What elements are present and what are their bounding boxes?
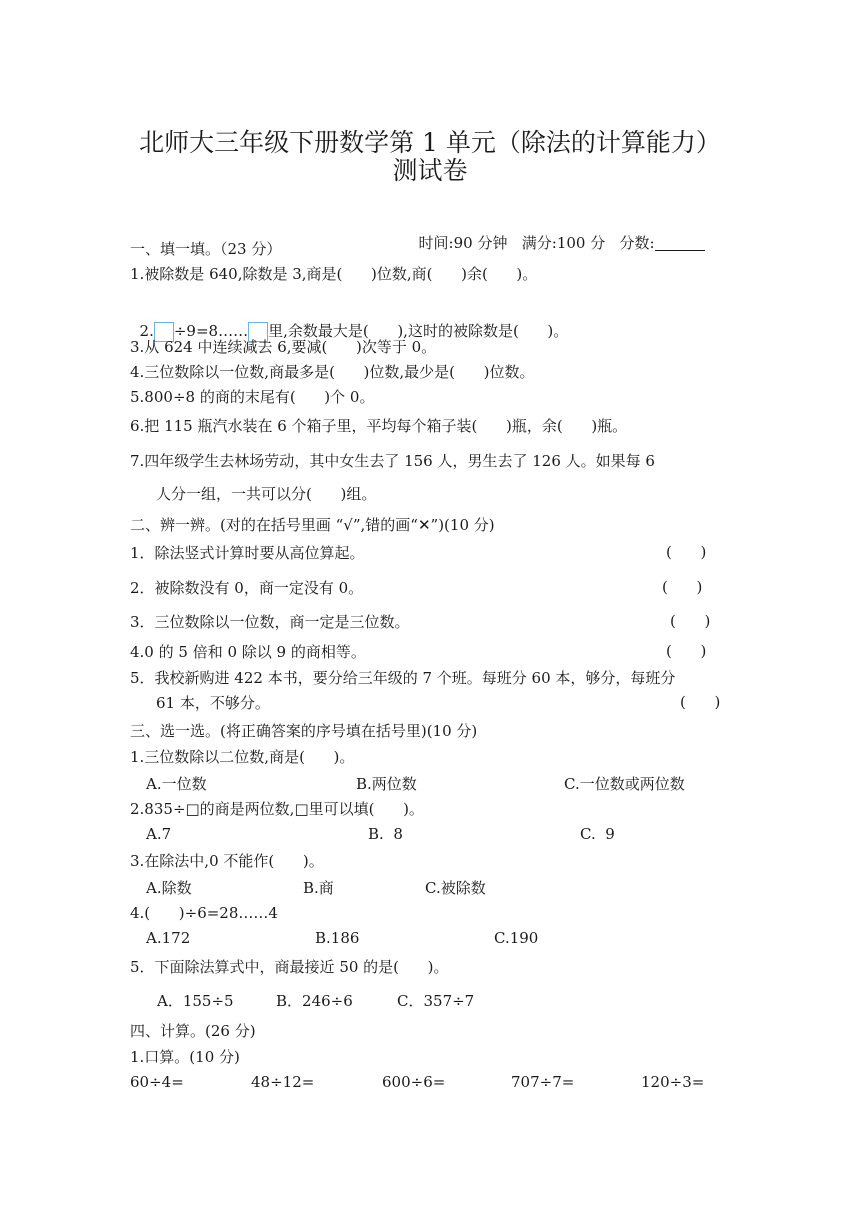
- s3-q5-option-a[interactable]: A．155÷5: [157, 992, 234, 1010]
- s2-question-4: 4.0 的 5 倍和 0 除以 9 的商相等。: [130, 643, 366, 661]
- section4-heading: 四、计算。(26 分): [130, 1022, 256, 1040]
- calc-item: 707÷7=: [511, 1073, 575, 1091]
- time-limit: 时间:90 分钟: [418, 234, 508, 252]
- s1-question-3: 3.从 624 中连续减去 6,要减( )次等于 0。: [130, 338, 437, 356]
- s2-question-3: 3．三位数除以一位数，商一定是三位数。: [130, 613, 410, 631]
- calc-item: 48÷12=: [251, 1073, 315, 1091]
- page-subtitle: 测试卷: [392, 156, 468, 185]
- score-label: 分数:: [619, 234, 655, 252]
- s2-question-1: 1．除法竖式计算时要从高位算起。: [130, 544, 365, 562]
- s3-q5-option-c[interactable]: C．357÷7: [397, 992, 475, 1010]
- s2-answer-paren-1[interactable]: ( ): [666, 543, 707, 561]
- s2-answer-paren-2[interactable]: ( ): [662, 578, 703, 596]
- s2-answer-paren-4[interactable]: ( ): [666, 642, 707, 660]
- s3-q2-option-b[interactable]: B. 8: [368, 825, 403, 843]
- full-score: 满分:100 分: [521, 234, 606, 252]
- s3-q1-option-a[interactable]: A.一位数: [146, 775, 207, 793]
- s3-question-5: 5．下面除法算式中，商最接近 50 的是( )。: [130, 958, 449, 976]
- s1-question-6: 6.把 115 瓶汽水装在 6 个箱子里，平均每个箱子装( )瓶，余( )瓶。: [130, 417, 628, 435]
- score-blank[interactable]: [655, 236, 705, 251]
- s3-question-2: 2.835÷□的商是两位数,□里可以填( )。: [130, 800, 424, 818]
- s3-question-1: 1.三位数除以二位数,商是( )。: [130, 748, 355, 766]
- s1-question-7-line2: 人分一组，一共可以分( )组。: [156, 485, 377, 503]
- q2-rest: 里,余数最大是( ),这时的被除数是( )。: [268, 322, 569, 340]
- section2-heading: 二、辨一辨。(对的在括号里画 “√”,错的画“✕”)(10 分): [130, 516, 495, 534]
- s1-question-1: 1.被除数是 640,除数是 3,商是( )位数,商( )余( )。: [130, 265, 538, 283]
- s4-subheading-oral: 1.口算。(10 分): [130, 1048, 240, 1066]
- s2-question-2: 2．被除数没有 0，商一定没有 0。: [130, 579, 364, 597]
- s3-q1-option-b[interactable]: B.两位数: [356, 775, 417, 793]
- calc-item: 600÷6=: [382, 1073, 446, 1091]
- q2-expression: ÷9=8……: [173, 322, 249, 340]
- s1-question-5: 5.800÷8 的商的末尾有( )个 0。: [130, 388, 375, 406]
- calc-item: 120÷3=: [641, 1073, 705, 1091]
- calc-item: 60÷4=: [130, 1073, 184, 1091]
- s2-answer-paren-3[interactable]: ( ): [670, 612, 711, 630]
- s3-q3-option-b[interactable]: B.商: [303, 879, 334, 897]
- section1-heading: 一、填一填。（23 分）: [130, 240, 282, 258]
- s3-q1-option-c[interactable]: C.一位数或两位数: [564, 775, 685, 793]
- page-title: 北师大三年级下册数学第 1 单元（除法的计算能力）: [139, 128, 721, 157]
- s3-question-3: 3.在除法中,0 不能作( )。: [130, 852, 324, 870]
- s3-q4-option-c[interactable]: C.190: [494, 929, 539, 947]
- exam-meta: [409, 214, 705, 253]
- s1-question-7-line1: 7.四年级学生去林场劳动，其中女生去了 156 人，男生去了 126 人。如果每 6: [130, 452, 655, 470]
- s3-q4-option-a[interactable]: A.172: [146, 929, 191, 947]
- s3-q3-option-c[interactable]: C.被除数: [425, 879, 486, 897]
- s3-q2-option-c[interactable]: C. 9: [580, 825, 615, 843]
- s2-answer-paren-5[interactable]: ( ): [680, 693, 721, 711]
- s2-question-5-line2: 61 本，不够分。: [156, 694, 270, 712]
- s3-q4-option-b[interactable]: B.186: [315, 929, 360, 947]
- s3-question-4: 4.( )÷6=28……4: [130, 904, 278, 922]
- s1-question-4: 4.三位数除以一位数,商最多是( )位数,最少是( )位数。: [130, 363, 535, 381]
- s2-question-5-line1: 5．我校新购进 422 本书，要分给三年级的 7 个班。每班分 60 本，够分，每班分: [130, 669, 676, 687]
- s1-question-2: [130, 301, 568, 342]
- s3-q3-option-a[interactable]: A.除数: [146, 879, 192, 897]
- s3-q2-option-a[interactable]: A.7: [146, 825, 172, 843]
- section3-heading: 三、选一选。(将正确答案的序号填在括号里)(10 分): [130, 722, 478, 740]
- q2-number: 2.: [139, 322, 154, 340]
- s3-q5-option-b[interactable]: B．246÷6: [276, 992, 353, 1010]
